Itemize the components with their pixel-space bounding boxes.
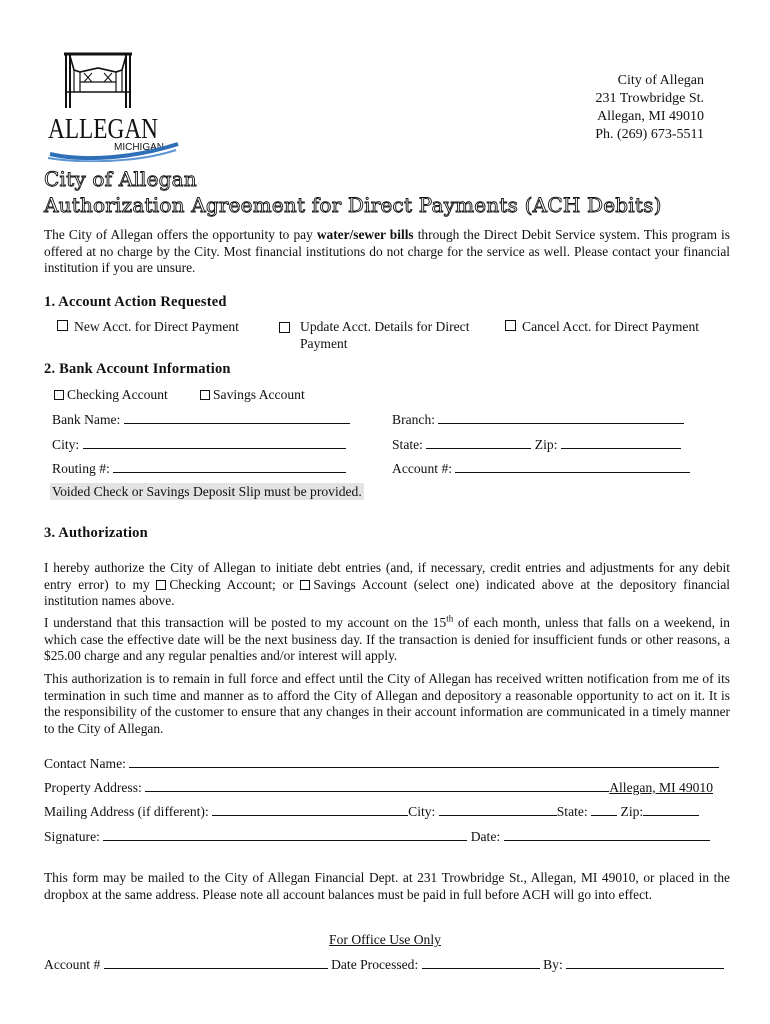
field-label: Zip: [534, 437, 558, 452]
field-label: Date Processed: [331, 957, 419, 972]
voided-check-note [50, 484, 364, 500]
field-label: Bank Name: [52, 412, 121, 427]
paragraph-text: Savings Account (select one) indicated above at the depository financial institution names above. [44, 576, 730, 608]
intro-text-continued: through the Direct Debit Service system. This program is offered at no charge by the City. Most financial institutions do not charge for the service as well. Please contact your financial institution if you are unsure. [44, 227, 730, 275]
option-new-account[interactable] [57, 319, 239, 336]
property-address-field[interactable] [44, 779, 713, 796]
checkbox[interactable] [200, 390, 210, 400]
signature-line[interactable] [103, 828, 467, 841]
processed-by-line[interactable] [566, 956, 724, 969]
bridge-logo-icon [44, 46, 184, 162]
option-label: Savings Account [213, 387, 305, 402]
office-use-heading-text: For Office Use Only [329, 932, 441, 947]
account-number-line[interactable] [455, 460, 690, 473]
mailing-instructions: This form may be mailed to the City of Allegan Financial Dept. at 231 Trowbridge St., Allegan, MI 49010, or placed in the dropbox at the same address. Please note all account balances must be paid in full before ACH will go into effect. [44, 870, 730, 902]
city-logo [44, 46, 184, 162]
authorization-paragraph-2 [44, 615, 730, 665]
checkbox[interactable] [505, 320, 516, 331]
bank-name-line[interactable] [124, 411, 350, 424]
paragraph-text: I hereby authorize the City of Allegan to initiate debt entries (and, if necessary, credit entries and adjustments for any debit entry error) to my [44, 560, 730, 592]
option-update-account[interactable] [279, 319, 479, 352]
office-use-fields[interactable] [44, 956, 724, 973]
checking-checkbox[interactable] [156, 580, 166, 590]
intro-bold-text: water/sewer bills [316, 227, 414, 242]
address-line: City of Allegan [617, 73, 704, 88]
field-label: State: [392, 437, 423, 452]
option-cancel-account[interactable] [505, 319, 699, 336]
routing-field[interactable] [52, 460, 346, 477]
savings-account-option[interactable] [200, 387, 305, 404]
field-label: State: [556, 804, 588, 819]
field-label: City: [52, 437, 80, 452]
paragraph-text: I understand that this transaction will be posted to my account on the 15 [44, 615, 447, 630]
section-1-heading: 1. Account Action Requested [44, 294, 227, 310]
field-label: Signature: [44, 829, 100, 844]
checking-account-option[interactable] [54, 387, 168, 404]
field-label: Branch: [392, 412, 436, 427]
mailing-city-line[interactable] [439, 803, 557, 816]
property-city-text: Allegan, MI 49010 [609, 780, 714, 795]
checkbox[interactable] [279, 322, 290, 333]
bank-city-field[interactable] [52, 436, 346, 453]
bank-zip-line[interactable] [561, 436, 681, 449]
field-label: Zip: [620, 804, 644, 819]
section-3-heading: 3. Authorization [44, 525, 148, 541]
field-label: City: [408, 804, 436, 819]
bank-city-line[interactable] [83, 436, 346, 449]
field-label: Account #: [392, 461, 453, 476]
field-label: Contact Name: [44, 756, 126, 771]
savings-checkbox[interactable] [300, 580, 310, 590]
option-label: Update Acct. Details for Direct Payment [300, 319, 470, 351]
field-label: Account # [44, 957, 101, 972]
option-label: New Acct. for Direct Payment [74, 319, 239, 334]
field-label: By: [543, 957, 563, 972]
signature-date-line[interactable] [504, 828, 710, 841]
authorization-paragraph-3: This authorization is to remain in full force and effect until the City of Allegan has received written notification from me of its termination in such time and manner as to afford the City of Allegan and depository a reasonable opportunity to act on it. It is the responsibility of the customer to ensure that any changes in their account information are communicated in a timely manner to the City of Allegan. [44, 671, 730, 736]
contact-name-line[interactable] [129, 755, 719, 768]
form-title-agreement: Authorization Agreement for Direct Payments (ACH Debits) [44, 193, 662, 217]
bank-name-field[interactable] [52, 411, 350, 428]
signature-field[interactable] [44, 828, 710, 845]
logo-wordmark: ALLEGAN [48, 114, 158, 145]
intro-text: The City of Allegan offers the opportunity to pay [44, 227, 317, 242]
ordinal-suffix: th [446, 613, 454, 624]
branch-field[interactable] [392, 411, 684, 428]
checkbox[interactable] [54, 390, 64, 400]
mailing-state-line[interactable] [591, 803, 617, 816]
paragraph-text: Checking Account; or [169, 576, 301, 592]
logo-subtitle: MICHIGAN [114, 142, 164, 153]
bank-state-line[interactable] [426, 436, 531, 449]
option-label: Checking Account [67, 387, 168, 402]
routing-line[interactable] [113, 460, 346, 473]
office-account-line[interactable] [104, 956, 328, 969]
bank-state-field[interactable] [392, 436, 681, 453]
option-label: Cancel Acct. for Direct Payment [522, 319, 700, 334]
address-line: Allegan, MI 49010 [597, 109, 704, 124]
checkbox[interactable] [57, 320, 68, 331]
branch-line[interactable] [438, 411, 684, 424]
office-use-heading [0, 932, 770, 948]
account-number-field[interactable] [392, 460, 690, 477]
city-address-block [595, 72, 704, 144]
field-label: Mailing Address (if different): [44, 804, 209, 819]
intro-paragraph [44, 227, 730, 277]
mailing-address-field[interactable] [44, 803, 699, 820]
property-address-line[interactable] [145, 779, 609, 792]
field-label: Routing #: [52, 461, 110, 476]
address-line: 231 Trowbridge St. [595, 91, 704, 106]
form-title-city: City of Allegan [44, 167, 197, 191]
address-line: Ph. (269) 673-5511 [595, 127, 704, 142]
voided-check-note-text: Voided Check or Savings Deposit Slip must be provided. [52, 484, 362, 499]
paragraph-text: of each month, unless that falls on a weekend, in which case the effective date will be the next business day. If the transaction is denied for insufficient funds or other reasons, a $25.00 charge and any regular penalties and/or interest will apply. [44, 615, 730, 663]
mailing-address-line[interactable] [212, 803, 408, 816]
section-2-heading: 2. Bank Account Information [44, 361, 231, 377]
authorization-paragraph-1 [44, 560, 730, 610]
date-processed-line[interactable] [422, 956, 540, 969]
field-label: Property Address: [44, 780, 142, 795]
contact-name-field[interactable] [44, 755, 719, 772]
mailing-zip-line[interactable] [643, 803, 699, 816]
field-label: Date: [470, 829, 501, 844]
